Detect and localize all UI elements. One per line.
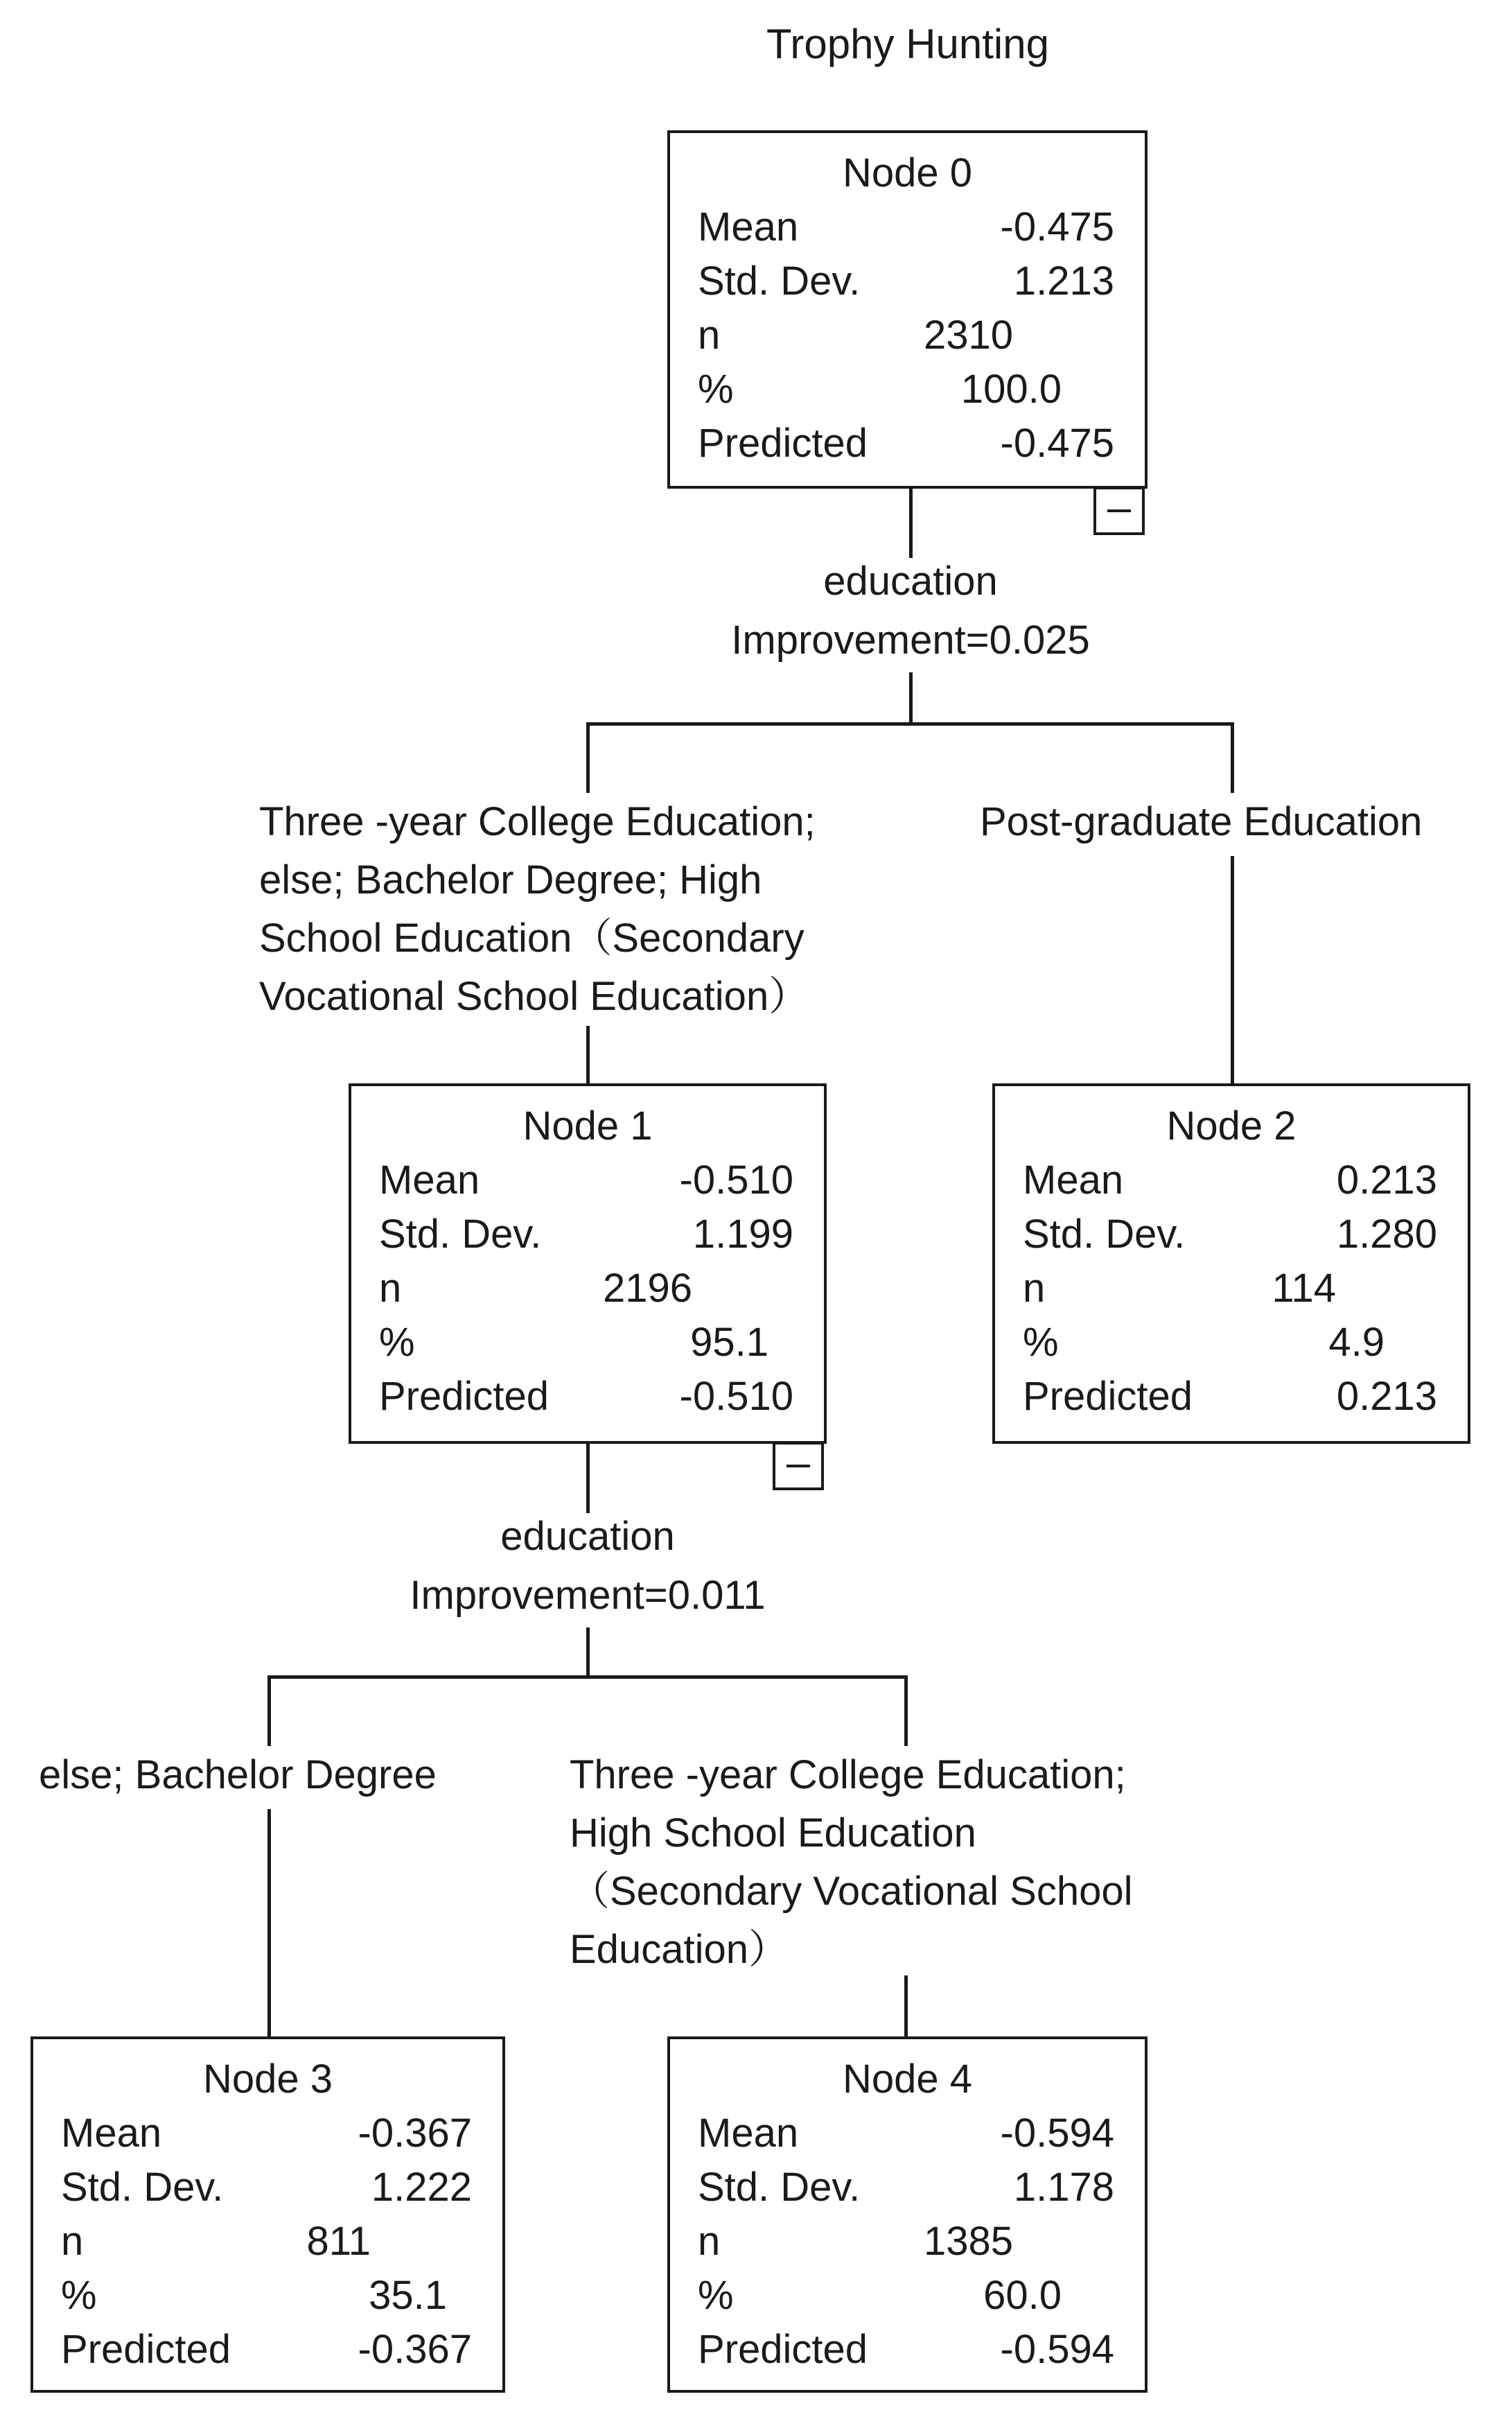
branch-line: Three -year College Education;: [259, 799, 816, 844]
connector-line: [267, 1675, 908, 1679]
branch-line: Vocational School Education）: [259, 974, 809, 1019]
stat-label: n: [1023, 1266, 1046, 1311]
split-variable: education: [823, 559, 998, 604]
branch-label-node-3: [39, 1746, 437, 1804]
node-2[interactable]: [992, 1083, 1470, 1444]
connector-line: [1231, 856, 1234, 1085]
connector-line: [1231, 722, 1234, 793]
stat-value: -0.367: [358, 2111, 472, 2156]
stat-label: Mean: [379, 1158, 480, 1203]
connector-line: [904, 1675, 908, 1746]
stat-value: 1385: [923, 2219, 1013, 2264]
connector-line: [586, 1627, 590, 1677]
connector-line: [909, 489, 913, 558]
stat-value: 1.178: [1013, 2165, 1114, 2210]
stat-label: Std. Dev.: [698, 2165, 861, 2210]
stat-value: 4.9: [1328, 1320, 1384, 1365]
node-title: Node 1: [522, 1103, 653, 1149]
stat-label: n: [698, 2219, 721, 2264]
connector-line: [267, 1675, 271, 1746]
stat-label: n: [61, 2219, 84, 2264]
stat-value: -0.367: [358, 2327, 472, 2372]
node-title: Node 3: [202, 2057, 333, 2102]
node-0[interactable]: [667, 130, 1148, 489]
stat-value: -0.510: [679, 1374, 793, 1419]
stat-label: Predicted: [698, 421, 868, 466]
branch-label-node-4: [570, 1746, 1133, 1979]
branch-line: Education）: [570, 1927, 789, 1972]
stat-label: %: [698, 367, 734, 412]
stat-value: 1.199: [692, 1212, 793, 1257]
node-1[interactable]: [349, 1083, 827, 1444]
stat-label: %: [1023, 1320, 1059, 1365]
diagram-title: Trophy Hunting: [766, 21, 1049, 67]
stat-label: Mean: [1023, 1158, 1124, 1203]
stat-label: Mean: [698, 204, 799, 250]
stat-value: 0.213: [1336, 1158, 1437, 1203]
stat-value: 95.1: [690, 1320, 768, 1365]
connector-line: [586, 722, 1234, 726]
stat-value: -0.594: [1000, 2111, 1114, 2156]
stat-value: 2310: [923, 313, 1013, 358]
stat-value: 60.0: [983, 2273, 1062, 2318]
connector-line: [586, 722, 590, 793]
stat-label: %: [61, 2273, 97, 2318]
stat-value: 1.222: [371, 2165, 472, 2210]
stat-label: Predicted: [379, 1374, 550, 1419]
stat-label: %: [379, 1320, 415, 1365]
connector-line: [586, 1026, 590, 1085]
split-improvement: Improvement=0.025: [731, 618, 1090, 663]
stat-label: Std. Dev.: [61, 2165, 224, 2210]
node-title: Node 2: [1166, 1103, 1296, 1149]
stat-label: n: [379, 1266, 402, 1311]
stat-value: 35.1: [369, 2273, 447, 2318]
node-title: Node 4: [842, 2057, 973, 2102]
connector-line: [267, 1809, 271, 2038]
branch-line: （Secondary Vocational School: [570, 1869, 1133, 1914]
stat-value: -0.475: [1000, 421, 1114, 466]
node-title: Node 0: [842, 150, 973, 195]
stat-label: Predicted: [61, 2327, 231, 2372]
stat-label: Std. Dev.: [379, 1212, 542, 1257]
stat-value: 1.280: [1336, 1212, 1437, 1257]
stat-label: Std. Dev.: [698, 259, 861, 304]
branch-line: Three -year College Education;: [570, 1752, 1126, 1797]
stat-label: Mean: [61, 2111, 162, 2156]
stat-value: 2196: [602, 1266, 692, 1311]
stat-value: 1.213: [1013, 259, 1114, 304]
collapse-icon[interactable]: [773, 1442, 824, 1490]
branch-line: else; Bachelor Degree; High: [259, 857, 762, 902]
stat-value: -0.475: [1000, 204, 1114, 250]
stat-label: Std. Dev.: [1023, 1212, 1186, 1257]
connector-line: [586, 1444, 590, 1513]
stat-value: 811: [306, 2219, 371, 2264]
branch-label-node-2: [980, 793, 1422, 851]
stat-value: 114: [1272, 1266, 1336, 1311]
stat-value: -0.594: [1000, 2327, 1114, 2372]
connector-line: [904, 1975, 908, 2038]
stat-label: Predicted: [1023, 1374, 1193, 1419]
branch-line: High School Education: [570, 1810, 976, 1856]
stat-value: -0.510: [679, 1158, 793, 1203]
connector-line: [909, 672, 913, 724]
branch-line: School Education（Secondary: [259, 916, 805, 961]
branch-label-node-1: [259, 793, 816, 1026]
stat-label: Mean: [698, 2111, 799, 2156]
node-4[interactable]: [667, 2036, 1148, 2393]
split-improvement: Improvement=0.011: [410, 1573, 766, 1618]
collapse-icon[interactable]: [1093, 487, 1145, 535]
split-variable: education: [500, 1514, 675, 1559]
stat-label: n: [698, 313, 721, 358]
stat-value: 100.0: [960, 367, 1062, 412]
stat-value: 0.213: [1336, 1374, 1437, 1419]
stat-label: %: [698, 2273, 734, 2318]
branch-line: else; Bachelor Degree: [39, 1752, 437, 1797]
branch-line: Post-graduate Education: [980, 799, 1423, 844]
node-3[interactable]: [30, 2036, 505, 2393]
stat-label: Predicted: [698, 2327, 868, 2372]
